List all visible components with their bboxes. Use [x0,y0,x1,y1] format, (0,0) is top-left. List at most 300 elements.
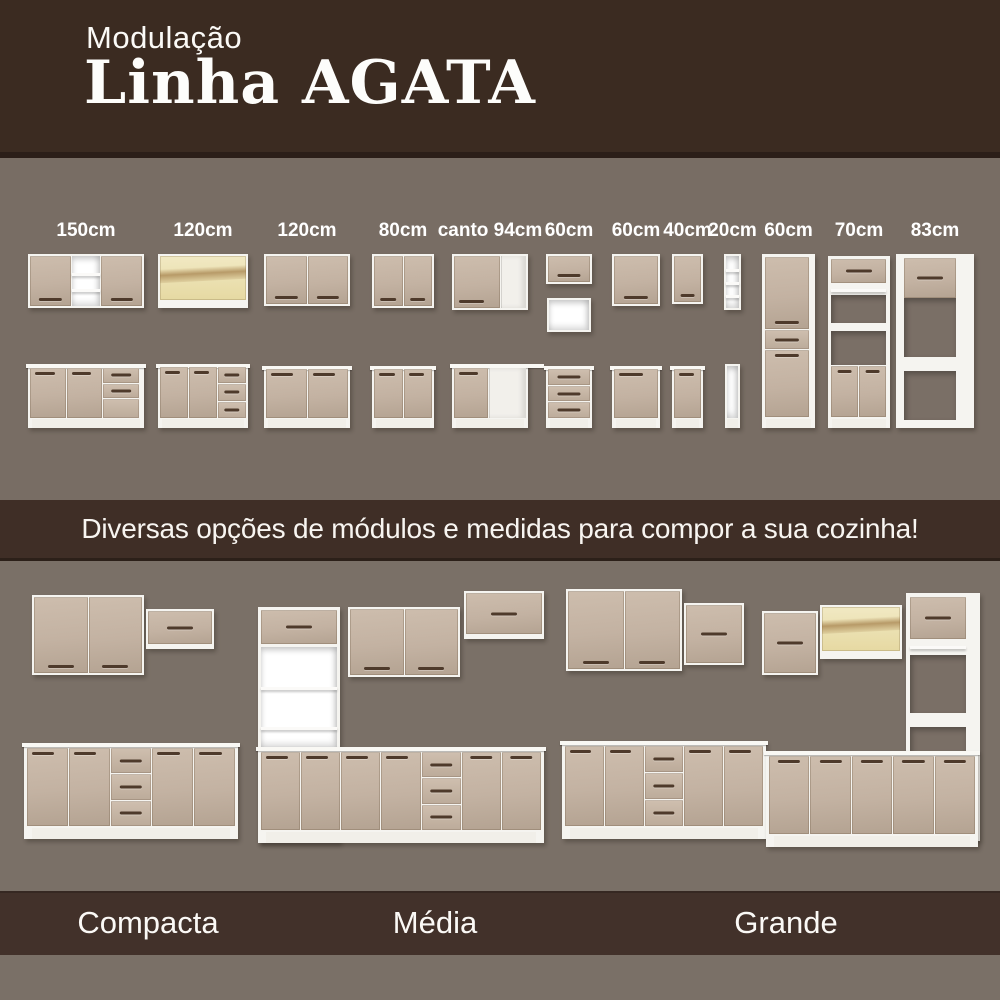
cabinet-fronts [454,368,526,418]
drawer-front [765,330,809,349]
cabinet-door [261,610,337,644]
door-handle [317,296,339,299]
module-size-label: 60cm [544,220,594,241]
door-handle [271,373,293,376]
cabinet-door [765,350,809,417]
drawer-handle [224,391,239,394]
drawer-handle [430,763,452,766]
door-handle [72,372,92,375]
wood-reflection [822,616,900,635]
cabinet-fronts [565,746,763,826]
drawer-handle [224,374,239,377]
cabinet-door [308,256,349,304]
open-shelf [549,300,589,330]
module-graphics [372,254,434,428]
plinth [774,836,970,847]
door-handle [570,750,591,753]
module-size-label: 150cm [56,220,116,241]
door-handle [624,296,648,299]
glass-door [822,607,900,651]
door-handle [102,665,128,668]
door-handle [286,626,312,629]
door-handle [266,756,288,759]
wall-cabinet [264,254,350,306]
open-shelf [727,366,738,418]
door-handle [386,756,408,759]
cabinet-door [261,752,300,830]
module-size-label: 60cm [764,220,813,241]
corner-wall-cabinet [762,611,818,675]
drawer-handle [430,816,452,819]
header-banner [0,0,1000,158]
door-handle [701,633,727,636]
door-handle [459,300,484,303]
module-column-60cm [612,158,660,500]
module-graphics [828,254,890,428]
base-cabinet [158,364,248,428]
cabinet-door [266,256,307,304]
cabinet-fronts [454,256,526,308]
module-column-60cm-tall [762,158,815,500]
door-handle [306,756,328,759]
glass-wall-cabinet [820,605,902,659]
module-size-label: canto 94cm [437,220,543,241]
wall-cabinet [146,609,214,649]
module-size-label: 40cm [663,220,712,241]
cabinet-door [160,367,188,418]
shelf-band [910,639,966,655]
open-compartment [904,298,956,357]
drawer-handle [557,392,580,395]
base-cabinet [264,366,350,428]
module-graphics [762,254,815,428]
kitchen-label-grande: Grande [734,905,838,940]
countertop [256,747,546,751]
base-cabinet-run [258,747,544,843]
cabinet-fronts [568,591,680,669]
door-handle [619,373,643,376]
cabinet-fronts [686,605,742,663]
open-niche [547,298,591,332]
cabinet-door [350,609,404,675]
door-handle [610,750,631,753]
door-handle [583,661,609,664]
cabinet-door [466,593,542,634]
cabinet-door [454,368,488,418]
drawer-handle [557,375,580,378]
cabinet-door [374,256,403,306]
door-handle [680,294,695,297]
shelf-line [726,295,739,298]
cabinet-door [852,756,892,834]
module-column-120cm [264,158,350,500]
cabinet-fronts [548,256,590,282]
door-handle [39,298,61,301]
drawer-front [103,368,139,383]
wall-cabinet [684,603,744,665]
cabinet-fronts [261,752,541,830]
cabinet-door [189,367,217,418]
plinth [570,828,758,839]
drawer-front [218,367,246,383]
cabinet-door [405,609,459,675]
tagline-banner [0,500,1000,561]
door-handle [861,760,883,763]
header-eyebrow: Modulação [86,20,243,55]
cabinet-door [565,746,604,826]
door-handle [679,373,694,376]
cabinet-fronts [34,597,142,673]
door-handle [689,750,710,753]
module-column-20cm [708,158,757,500]
door-handle [165,371,180,374]
drawer-stack [218,367,246,418]
cabinet-fronts [466,593,542,634]
plinth [727,419,738,428]
drawer-handle [653,812,674,815]
door-handle [48,665,74,668]
base-cabinet [372,366,434,428]
module-size-label: 80cm [378,220,428,241]
drawer-stack [645,746,684,826]
door-handle [410,298,426,301]
kitchen-labels-bar [0,891,1000,955]
module-graphics [452,254,528,428]
cabinet-door [404,369,433,418]
drawer-handle [120,785,142,788]
wall-cabinet [28,254,144,308]
cabinet-door [764,613,816,673]
tall-cabinet [762,254,815,428]
countertop [764,751,980,755]
cabinet-door [548,256,590,282]
module-column-60cm-niche [546,158,592,500]
door-handle [865,370,880,373]
module-size-label: 120cm [173,220,233,241]
door-handle [902,760,924,763]
plinth [550,419,588,428]
drawer-front [111,774,152,799]
cabinet-fronts [674,369,701,418]
door-handle [471,756,493,759]
shelf-line [72,289,101,292]
shelf-line [910,646,966,649]
module-column-80cm [372,158,434,500]
door-handle [917,277,943,280]
cabinet-fronts [674,256,701,302]
cabinet-fronts [160,367,246,418]
drawer-front [645,746,684,772]
cabinet-door [148,611,212,644]
cabinet-door [625,591,681,669]
open-compartment [910,655,966,713]
plinth [832,419,886,428]
module-size-label: 60cm [611,220,661,241]
module-column-canto-94cm [437,158,543,500]
plinth [162,419,244,428]
module-column-83cm-tall [896,158,974,500]
tagline-text: Diversas opções de módulos e medidas para compor a sua cozinha! [81,513,919,544]
kitchen-media [256,577,544,847]
cabinet-fronts [831,259,886,417]
cabinet-fronts [266,369,348,418]
door-pair [831,366,886,417]
cabinet-fronts [27,748,235,826]
door-handle [777,642,803,645]
drawer-handle [775,338,799,341]
module-graphics [546,254,592,428]
cabinet-door [101,256,142,306]
cabinet-door [308,369,349,418]
door-handle [775,354,799,357]
cabinet-door [34,597,88,673]
cabinet-fronts [266,256,348,304]
cabinet-door [568,591,624,669]
module-graphics [724,254,741,428]
shelf-line [726,269,739,272]
door-handle [167,626,193,629]
module-size-label: 83cm [910,220,960,241]
kitchen-compacta [22,583,240,875]
door-handle [346,756,368,759]
open-shelf-tower [724,254,741,310]
door-handle [778,760,800,763]
door-handle [846,270,872,273]
drawer-front [111,801,152,826]
corner-wall-cabinet [452,254,528,310]
cabinet-door [724,746,763,826]
drawer-stack [103,368,139,418]
cabinet-door [374,369,403,418]
door-handle [557,274,580,277]
door-handle [925,617,951,620]
cabinet-door [27,748,68,826]
door-handle [157,752,179,755]
drawer-front [218,402,246,418]
kitchen-layouts-section [0,561,1000,1000]
open-shelf [72,256,101,306]
open-compartment [831,331,886,365]
drawer-front [103,399,139,418]
cabinet-door [686,605,742,663]
glass-door [160,256,246,300]
plinth [268,419,346,428]
module-column-40cm [663,158,712,500]
wall-cabinet [32,595,144,675]
plinth [616,419,656,428]
door-handle [418,667,444,670]
cabinet-door [605,746,644,826]
cabinet-door [89,597,143,673]
door-handle [639,661,665,664]
open-compartment [904,371,956,420]
drawer-handle [653,785,674,788]
countertop [22,743,240,747]
base-cabinet [28,364,144,428]
open-base-tower [725,364,740,428]
drawer-handle [111,374,131,377]
drawer-handle [430,789,452,792]
module-graphics [28,254,144,428]
base-cabinet [612,366,660,428]
cabinet-fronts [374,369,432,418]
drawer-front [645,800,684,826]
door-handle [729,750,750,753]
drawer-front [103,384,139,399]
module-column-70cm-tall [828,158,890,500]
door-handle [74,752,96,755]
kitchen-label-media: Média [392,905,478,940]
cabinet-door [266,369,307,418]
cabinet-door [684,746,723,826]
kitchen-grande [556,573,986,853]
base-cabinet [546,366,592,428]
module-graphics [158,254,248,428]
cabinet-door [502,752,541,830]
base-cabinet [672,366,703,428]
drawer-handle [120,759,142,762]
cabinet-door [765,257,809,329]
door-handle [459,372,478,375]
cabinet-fronts [30,256,142,306]
shelf-band [831,284,886,294]
wall-cabinet [566,589,682,671]
door-handle [35,372,55,375]
door-handle [199,752,221,755]
module-size-label: 120cm [277,220,337,241]
corner-panel [501,256,526,308]
wall-cabinet [672,254,703,304]
drawer-front [422,752,461,777]
drawer-front [111,748,152,773]
cabinet-door [904,258,956,298]
shelf-line [261,727,337,730]
drawer-front [422,778,461,803]
cabinet-door [910,597,966,639]
drawer-handle [557,409,580,412]
door-handle [379,373,395,376]
door-handle [820,760,842,763]
cabinet-fronts [769,756,975,834]
module-column-150cm [28,158,144,500]
cabinet-door [810,756,850,834]
cabinet-fronts [148,611,212,644]
plinth [676,419,699,428]
cabinet-fronts [374,256,432,306]
page-title: Linha AGATA [84,48,536,118]
corner-base-cabinet [452,364,528,428]
drawer-stack [422,752,461,830]
cabinet-door [67,368,103,418]
cabinet-door [341,752,380,830]
module-size-label: 20cm [708,220,757,241]
wood-reflection [160,265,246,284]
door-handle [32,752,54,755]
cabinet-door [454,256,500,308]
shelf-line [72,273,101,276]
cabinet-door [30,256,71,306]
cabinet-door [30,368,66,418]
plinth [766,419,811,428]
drawer-stack [548,369,590,418]
module-graphics [672,254,703,428]
module-graphics [896,254,974,428]
module-column-120cm-glass [158,158,248,500]
drawer-front [548,386,590,402]
shelf-line [726,282,739,285]
corner-folding-door [489,368,526,418]
wall-cabinet [612,254,660,306]
door-handle [194,371,209,374]
cabinet-fronts [30,368,139,418]
base-cabinet-run [766,751,978,847]
modules-section [0,158,1000,500]
oven-tower-cabinet [828,256,890,428]
plinth [456,419,524,428]
wall-cabinet [348,607,460,677]
door-handle [380,298,396,301]
base-cabinet-run [562,741,766,839]
module-graphics [264,254,350,428]
cabinet-door [893,756,933,834]
module-size-label: 70cm [834,220,884,241]
cabinet-door [152,748,193,826]
door-handle [313,373,335,376]
shelf-band [831,324,886,330]
cabinet-door [194,748,235,826]
cabinet-door [301,752,340,830]
drawer-front [548,402,590,418]
door-handle [511,756,533,759]
plinth [32,419,140,428]
wall-cabinet [372,254,434,308]
cabinet-fronts [614,256,658,304]
door-handle [364,667,390,670]
cabinet-door [614,369,658,418]
cabinet-door [831,259,886,283]
cabinet-door [614,256,658,304]
drawer-handle [120,812,142,815]
door-handle [837,370,852,373]
shelf-line [831,289,886,292]
shelf-band [904,357,956,371]
door-handle [944,760,966,763]
door-handle [491,612,517,615]
door-handle [775,321,799,324]
module-graphics [612,254,660,428]
cabinet-door [674,369,701,418]
plinth [266,832,536,843]
cabinet-fronts [764,613,816,673]
base-cabinet-run [24,743,238,839]
open-shelf [726,256,739,308]
wall-cabinet [464,591,544,639]
drawer-stack [111,748,152,826]
cabinet-fronts [765,257,809,417]
door-handle [409,373,425,376]
drawer-front [218,384,246,400]
plinth [32,828,230,839]
cabinet-door [674,256,701,302]
door-handle [111,298,133,301]
drawer-handle [111,389,131,392]
drawer-front [422,805,461,830]
cabinet-door [935,756,975,834]
wall-cabinet [546,254,592,284]
shelf-band [910,713,966,727]
drawer-handle [224,408,239,411]
cabinet-door [462,752,501,830]
